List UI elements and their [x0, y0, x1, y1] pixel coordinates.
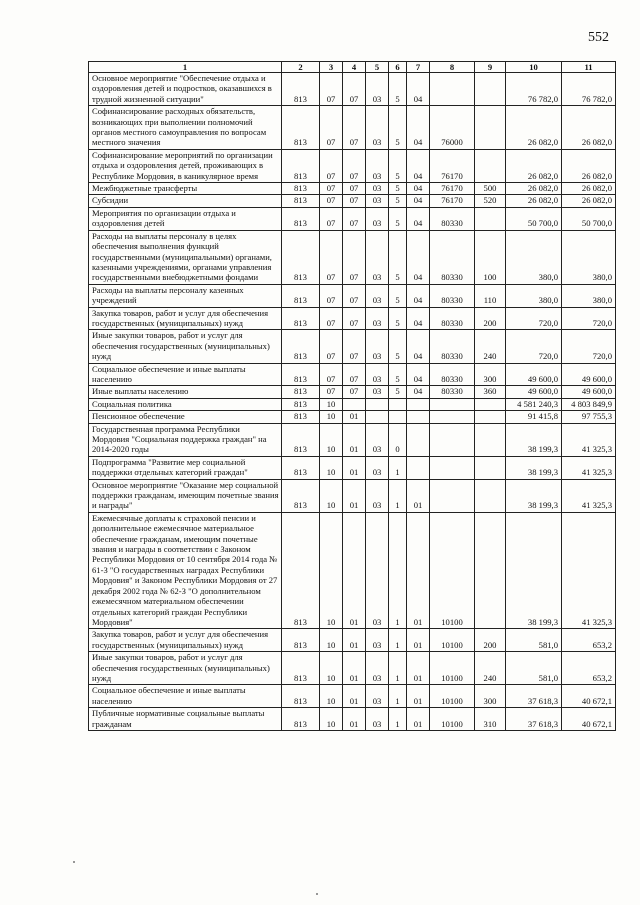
cell-amount-year2: 26 082,0 — [562, 149, 616, 182]
cell-subsection: 07 — [343, 307, 366, 330]
cell-item-name: Иные закупки товаров, работ и услуг для обеспечения государственных (муниципальных) нужд — [89, 330, 282, 363]
cell-event: 04 — [407, 195, 430, 207]
cell-section: 07 — [320, 307, 343, 330]
cell-gov-code: 813 — [282, 629, 320, 652]
cell-event: 04 — [407, 207, 430, 230]
page-number: 552 — [588, 30, 609, 45]
cell-item-name: Субсидии — [89, 195, 282, 207]
cell-direction: 10100 — [430, 708, 475, 731]
table-row — [89, 386, 616, 398]
budget-table — [88, 61, 616, 731]
cell-subsection: 01 — [343, 652, 366, 685]
column-header: 1 — [89, 62, 282, 73]
cell-expense-type: 360 — [475, 386, 506, 398]
table-header-row — [89, 62, 616, 73]
cell-expense-type — [475, 398, 506, 410]
cell-section: 07 — [320, 149, 343, 182]
cell-event: 04 — [407, 73, 430, 106]
column-header: 10 — [506, 62, 562, 73]
cell-direction: 76000 — [430, 106, 475, 150]
table-row — [89, 183, 616, 195]
cell-amount-year2: 40 672,1 — [562, 708, 616, 731]
cell-subprogram: 5 — [389, 106, 407, 150]
cell-amount-year1: 26 082,0 — [506, 106, 562, 150]
cell-subsection: 01 — [343, 685, 366, 708]
cell-subprogram — [389, 411, 407, 423]
cell-item-name: Мероприятия по организации отдыха и оздоровления детей — [89, 207, 282, 230]
cell-amount-year1: 50 700,0 — [506, 207, 562, 230]
cell-amount-year1: 37 618,3 — [506, 708, 562, 731]
cell-section: 10 — [320, 411, 343, 423]
cell-direction: 80330 — [430, 284, 475, 307]
cell-item-name: Софинансирование расходных обязательств, возникающих при выполнении полномочий органов местного самоуправления по вопросам местного значения — [89, 106, 282, 150]
cell-event: 04 — [407, 149, 430, 182]
cell-subsection: 01 — [343, 456, 366, 479]
cell-amount-year2: 380,0 — [562, 284, 616, 307]
cell-subsection: 07 — [343, 284, 366, 307]
cell-subsection: 07 — [343, 386, 366, 398]
cell-subprogram: 5 — [389, 330, 407, 363]
cell-item-name: Публичные нормативные социальные выплаты гражданам — [89, 708, 282, 731]
cell-program: 03 — [366, 230, 389, 284]
cell-program: 03 — [366, 386, 389, 398]
cell-item-name: Основное мероприятие "Обеспечение отдыха и оздоровления детей и подростков, оказавшихся в трудной жизненной ситуации" — [89, 73, 282, 106]
cell-subsection — [343, 398, 366, 410]
cell-subsection: 01 — [343, 512, 366, 628]
cell-event: 04 — [407, 363, 430, 386]
cell-expense-type — [475, 411, 506, 423]
cell-amount-year2: 380,0 — [562, 230, 616, 284]
cell-direction — [430, 456, 475, 479]
table-row — [89, 363, 616, 386]
cell-subprogram: 5 — [389, 183, 407, 195]
cell-program: 03 — [366, 652, 389, 685]
cell-direction: 76170 — [430, 149, 475, 182]
cell-event: 04 — [407, 230, 430, 284]
cell-item-name: Закупка товаров, работ и услуг для обеспечения государственных (муниципальных) нужд — [89, 629, 282, 652]
cell-subsection: 07 — [343, 230, 366, 284]
cell-subprogram: 1 — [389, 479, 407, 512]
cell-program: 03 — [366, 363, 389, 386]
cell-subsection: 01 — [343, 629, 366, 652]
cell-program: 03 — [366, 195, 389, 207]
cell-gov-code: 813 — [282, 423, 320, 456]
cell-program: 03 — [366, 629, 389, 652]
cell-amount-year2: 720,0 — [562, 330, 616, 363]
cell-item-name: Расходы на выплаты персоналу казенных учреждений — [89, 284, 282, 307]
cell-subprogram: 5 — [389, 149, 407, 182]
cell-expense-type — [475, 512, 506, 628]
table-row — [89, 207, 616, 230]
cell-expense-type — [475, 456, 506, 479]
cell-subsection: 01 — [343, 411, 366, 423]
scan-speck — [73, 861, 75, 863]
cell-subprogram: 1 — [389, 629, 407, 652]
cell-subprogram: 5 — [389, 73, 407, 106]
column-header: 6 — [389, 62, 407, 73]
column-header: 7 — [407, 62, 430, 73]
column-header: 8 — [430, 62, 475, 73]
cell-subsection: 07 — [343, 330, 366, 363]
cell-amount-year2: 50 700,0 — [562, 207, 616, 230]
cell-gov-code: 813 — [282, 207, 320, 230]
cell-amount-year1: 38 199,3 — [506, 456, 562, 479]
cell-subprogram: 1 — [389, 456, 407, 479]
cell-amount-year1: 720,0 — [506, 307, 562, 330]
cell-gov-code: 813 — [282, 479, 320, 512]
cell-subsection: 07 — [343, 106, 366, 150]
cell-amount-year2: 76 782,0 — [562, 73, 616, 106]
cell-expense-type: 200 — [475, 307, 506, 330]
cell-section: 10 — [320, 512, 343, 628]
cell-item-name: Подпрограмма "Развитие мер социальной поддержки отдельных категорий граждан" — [89, 456, 282, 479]
cell-subsection: 07 — [343, 73, 366, 106]
cell-expense-type: 100 — [475, 230, 506, 284]
cell-gov-code: 813 — [282, 398, 320, 410]
cell-direction — [430, 423, 475, 456]
table-row — [89, 307, 616, 330]
cell-section: 10 — [320, 423, 343, 456]
cell-expense-type: 240 — [475, 652, 506, 685]
cell-amount-year2: 49 600,0 — [562, 363, 616, 386]
cell-subprogram: 5 — [389, 386, 407, 398]
cell-event: 01 — [407, 652, 430, 685]
cell-event: 04 — [407, 106, 430, 150]
cell-gov-code: 813 — [282, 411, 320, 423]
table-row — [89, 398, 616, 410]
cell-program: 03 — [366, 708, 389, 731]
cell-event: 01 — [407, 708, 430, 731]
cell-subprogram: 5 — [389, 284, 407, 307]
scan-speck — [316, 893, 318, 895]
cell-amount-year2: 41 325,3 — [562, 479, 616, 512]
cell-item-name: Социальное обеспечение и иные выплаты населению — [89, 363, 282, 386]
cell-program: 03 — [366, 685, 389, 708]
cell-gov-code: 813 — [282, 363, 320, 386]
cell-program: 03 — [366, 423, 389, 456]
column-header: 2 — [282, 62, 320, 73]
cell-amount-year1: 380,0 — [506, 230, 562, 284]
cell-expense-type: 300 — [475, 363, 506, 386]
cell-amount-year2: 4 803 849,9 — [562, 398, 616, 410]
cell-section: 10 — [320, 479, 343, 512]
cell-section: 07 — [320, 106, 343, 150]
cell-expense-type — [475, 106, 506, 150]
cell-program: 03 — [366, 284, 389, 307]
cell-amount-year2: 97 755,3 — [562, 411, 616, 423]
cell-expense-type — [475, 149, 506, 182]
cell-section: 07 — [320, 330, 343, 363]
cell-amount-year1: 26 082,0 — [506, 183, 562, 195]
cell-amount-year2: 26 082,0 — [562, 195, 616, 207]
cell-section: 10 — [320, 708, 343, 731]
cell-expense-type: 110 — [475, 284, 506, 307]
cell-subsection: 01 — [343, 479, 366, 512]
cell-amount-year1: 76 782,0 — [506, 73, 562, 106]
cell-subprogram: 1 — [389, 652, 407, 685]
cell-event — [407, 398, 430, 410]
table-row — [89, 423, 616, 456]
cell-section: 10 — [320, 398, 343, 410]
cell-event: 04 — [407, 183, 430, 195]
cell-amount-year2: 49 600,0 — [562, 386, 616, 398]
cell-direction: 80330 — [430, 363, 475, 386]
cell-subsection: 07 — [343, 363, 366, 386]
cell-expense-type: 200 — [475, 629, 506, 652]
cell-program: 03 — [366, 207, 389, 230]
cell-event: 04 — [407, 284, 430, 307]
cell-direction — [430, 73, 475, 106]
cell-expense-type — [475, 423, 506, 456]
table-row — [89, 708, 616, 731]
cell-direction: 10100 — [430, 685, 475, 708]
cell-gov-code: 813 — [282, 685, 320, 708]
cell-section: 10 — [320, 456, 343, 479]
cell-subsection: 07 — [343, 183, 366, 195]
cell-program: 03 — [366, 149, 389, 182]
table-row — [89, 106, 616, 150]
column-header: 3 — [320, 62, 343, 73]
cell-section: 10 — [320, 652, 343, 685]
cell-subprogram: 1 — [389, 708, 407, 731]
cell-amount-year1: 720,0 — [506, 330, 562, 363]
cell-amount-year1: 380,0 — [506, 284, 562, 307]
cell-item-name: Основное мероприятие "Оказание мер социальной поддержки гражданам, имеющим почетные звания и награды" — [89, 479, 282, 512]
cell-amount-year1: 91 415,8 — [506, 411, 562, 423]
cell-direction — [430, 479, 475, 512]
cell-gov-code: 813 — [282, 73, 320, 106]
cell-gov-code: 813 — [282, 386, 320, 398]
cell-direction: 76170 — [430, 195, 475, 207]
cell-amount-year1: 49 600,0 — [506, 386, 562, 398]
cell-amount-year2: 40 672,1 — [562, 685, 616, 708]
cell-gov-code: 813 — [282, 230, 320, 284]
cell-gov-code: 813 — [282, 195, 320, 207]
cell-event: 01 — [407, 512, 430, 628]
cell-subprogram: 5 — [389, 307, 407, 330]
table-row — [89, 685, 616, 708]
cell-program: 03 — [366, 512, 389, 628]
cell-subsection: 01 — [343, 423, 366, 456]
cell-gov-code: 813 — [282, 284, 320, 307]
cell-amount-year1: 38 199,3 — [506, 479, 562, 512]
cell-direction: 10100 — [430, 652, 475, 685]
table-body — [89, 73, 616, 731]
table-row — [89, 411, 616, 423]
cell-section: 07 — [320, 284, 343, 307]
cell-section: 07 — [320, 230, 343, 284]
cell-amount-year2: 26 082,0 — [562, 106, 616, 150]
cell-event: 01 — [407, 685, 430, 708]
cell-amount-year2: 26 082,0 — [562, 183, 616, 195]
cell-direction: 80330 — [430, 230, 475, 284]
cell-gov-code: 813 — [282, 708, 320, 731]
cell-direction: 76170 — [430, 183, 475, 195]
table-row — [89, 456, 616, 479]
cell-subsection: 07 — [343, 195, 366, 207]
column-header: 11 — [562, 62, 616, 73]
cell-amount-year2: 653,2 — [562, 652, 616, 685]
cell-amount-year2: 41 325,3 — [562, 456, 616, 479]
cell-item-name: Ежемесячные доплаты к страховой пенсии и дополнительное ежемесячное материальное обеспечение гражданам, имеющим почетные звания и награды в соответствии с Законом Республики Мордовия от 10 сентября 2014 года № 61-З "О государственных наградах Республики Мордовия" и Законом Республики Мордовия от 27 декабря 2002 года № 62-З "О дополнительном ежемесячном материальном обеспечении отдельных категорий граждан Республики Мордовия" — [89, 512, 282, 628]
cell-program: 03 — [366, 183, 389, 195]
cell-item-name: Софинансирование мероприятий по организации отдыха и оздоровления детей, проживающих в Республике Мордовия, в каникулярное время — [89, 149, 282, 182]
table-row — [89, 652, 616, 685]
table-row — [89, 330, 616, 363]
cell-event: 01 — [407, 629, 430, 652]
cell-section: 10 — [320, 629, 343, 652]
table-row — [89, 149, 616, 182]
cell-direction: 10100 — [430, 629, 475, 652]
cell-item-name: Иные закупки товаров, работ и услуг для обеспечения государственных (муниципальных) нужд — [89, 652, 282, 685]
table-row — [89, 629, 616, 652]
cell-event: 04 — [407, 330, 430, 363]
cell-amount-year1: 38 199,3 — [506, 423, 562, 456]
cell-program: 03 — [366, 73, 389, 106]
cell-item-name: Межбюджетные трансферты — [89, 183, 282, 195]
cell-amount-year2: 653,2 — [562, 629, 616, 652]
cell-direction — [430, 411, 475, 423]
cell-amount-year1: 581,0 — [506, 652, 562, 685]
cell-amount-year2: 720,0 — [562, 307, 616, 330]
cell-amount-year1: 37 618,3 — [506, 685, 562, 708]
cell-section: 07 — [320, 183, 343, 195]
cell-gov-code: 813 — [282, 512, 320, 628]
cell-subprogram: 5 — [389, 363, 407, 386]
cell-direction: 80330 — [430, 386, 475, 398]
cell-item-name: Пенсионное обеспечение — [89, 411, 282, 423]
cell-amount-year2: 41 325,3 — [562, 512, 616, 628]
cell-gov-code: 813 — [282, 106, 320, 150]
table-row — [89, 230, 616, 284]
cell-expense-type: 520 — [475, 195, 506, 207]
cell-section: 07 — [320, 207, 343, 230]
cell-subprogram: 5 — [389, 230, 407, 284]
cell-expense-type: 300 — [475, 685, 506, 708]
cell-program: 03 — [366, 456, 389, 479]
cell-expense-type — [475, 73, 506, 106]
cell-amount-year1: 4 581 240,3 — [506, 398, 562, 410]
cell-expense-type: 310 — [475, 708, 506, 731]
cell-gov-code: 813 — [282, 456, 320, 479]
cell-program — [366, 411, 389, 423]
cell-subsection: 07 — [343, 207, 366, 230]
cell-subprogram: 5 — [389, 207, 407, 230]
cell-event — [407, 411, 430, 423]
cell-section: 10 — [320, 685, 343, 708]
cell-program: 03 — [366, 106, 389, 150]
cell-program — [366, 398, 389, 410]
cell-program: 03 — [366, 330, 389, 363]
cell-amount-year1: 49 600,0 — [506, 363, 562, 386]
cell-subsection: 07 — [343, 149, 366, 182]
cell-event: 01 — [407, 479, 430, 512]
cell-program: 03 — [366, 479, 389, 512]
cell-subprogram — [389, 398, 407, 410]
cell-section: 07 — [320, 195, 343, 207]
cell-amount-year1: 26 082,0 — [506, 195, 562, 207]
cell-subprogram: 1 — [389, 512, 407, 628]
cell-subprogram: 5 — [389, 195, 407, 207]
cell-direction — [430, 398, 475, 410]
cell-amount-year1: 581,0 — [506, 629, 562, 652]
table-row — [89, 195, 616, 207]
cell-event — [407, 423, 430, 456]
cell-event: 04 — [407, 386, 430, 398]
cell-amount-year1: 38 199,3 — [506, 512, 562, 628]
table-row — [89, 73, 616, 106]
cell-gov-code: 813 — [282, 149, 320, 182]
cell-item-name: Иные выплаты населению — [89, 386, 282, 398]
cell-event: 04 — [407, 307, 430, 330]
cell-section: 07 — [320, 73, 343, 106]
column-header: 5 — [366, 62, 389, 73]
cell-gov-code: 813 — [282, 652, 320, 685]
cell-amount-year2: 41 325,3 — [562, 423, 616, 456]
cell-item-name: Государственная программа Республики Мордовия "Социальная поддержка граждан" на 2014-2020 годы — [89, 423, 282, 456]
cell-expense-type: 500 — [475, 183, 506, 195]
cell-subprogram: 1 — [389, 685, 407, 708]
cell-direction: 80330 — [430, 207, 475, 230]
cell-program: 03 — [366, 307, 389, 330]
cell-event — [407, 456, 430, 479]
cell-item-name: Социальная политика — [89, 398, 282, 410]
cell-subprogram: 0 — [389, 423, 407, 456]
column-header: 9 — [475, 62, 506, 73]
cell-item-name: Социальное обеспечение и иные выплаты населению — [89, 685, 282, 708]
cell-gov-code: 813 — [282, 330, 320, 363]
cell-subsection: 01 — [343, 708, 366, 731]
table-row — [89, 479, 616, 512]
cell-direction: 80330 — [430, 330, 475, 363]
cell-gov-code: 813 — [282, 183, 320, 195]
cell-expense-type — [475, 479, 506, 512]
table-row — [89, 512, 616, 628]
cell-amount-year1: 26 082,0 — [506, 149, 562, 182]
cell-section: 07 — [320, 386, 343, 398]
cell-item-name: Закупка товаров, работ и услуг для обеспечения государственных (муниципальных) нужд — [89, 307, 282, 330]
cell-direction: 10100 — [430, 512, 475, 628]
cell-direction: 80330 — [430, 307, 475, 330]
column-header: 4 — [343, 62, 366, 73]
cell-gov-code: 813 — [282, 307, 320, 330]
cell-expense-type — [475, 207, 506, 230]
cell-expense-type: 240 — [475, 330, 506, 363]
table-row — [89, 284, 616, 307]
cell-item-name: Расходы на выплаты персоналу в целях обеспечения выполнения функций государственными (муниципальными) органами, казенными учреждениями, органами управления государственными внебюджетными фондами — [89, 230, 282, 284]
cell-section: 07 — [320, 363, 343, 386]
